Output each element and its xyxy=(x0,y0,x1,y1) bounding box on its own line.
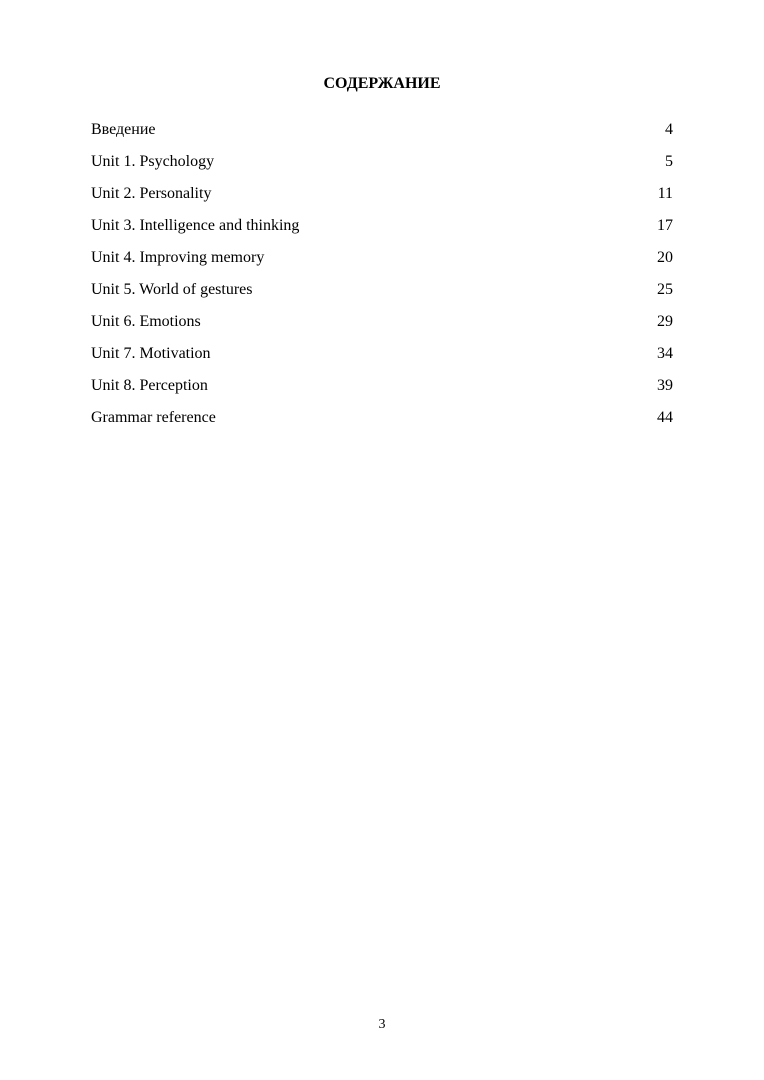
toc-entry xyxy=(91,215,673,247)
toc-entry-label: Введение xyxy=(91,121,156,138)
toc-entry-label: Unit 6. Emotions xyxy=(91,313,201,330)
toc-entry xyxy=(91,407,673,439)
toc-entry-label: Unit 8. Perception xyxy=(91,377,208,394)
toc-entry-page: 29 xyxy=(657,313,673,330)
toc-entry-label: Unit 7. Motivation xyxy=(91,345,211,362)
toc-entry-page: 39 xyxy=(657,377,673,394)
page-number: 3 xyxy=(378,1017,386,1032)
toc-entry xyxy=(91,247,673,279)
toc-entry-page: 4 xyxy=(665,121,673,138)
toc-entry-label: Unit 3. Intelligence and thinking xyxy=(91,217,300,234)
toc-entry xyxy=(91,375,673,407)
toc-entry xyxy=(91,183,673,215)
toc-entry xyxy=(91,119,673,151)
toc-entry-page: 44 xyxy=(657,409,673,426)
toc-entry-label: Unit 4. Improving memory xyxy=(91,249,265,266)
toc-entry-label: Grammar reference xyxy=(91,409,216,426)
table-of-contents xyxy=(91,119,673,439)
toc-entry xyxy=(91,311,673,343)
toc-entry-page: 17 xyxy=(657,217,673,234)
toc-entry-page: 34 xyxy=(657,345,673,362)
toc-entry xyxy=(91,151,673,183)
page-title: СОДЕРЖАНИЕ xyxy=(323,75,441,92)
toc-entry-page: 25 xyxy=(657,281,673,298)
toc-entry-page: 11 xyxy=(657,185,673,202)
toc-entry-label: Unit 2. Personality xyxy=(91,185,212,202)
toc-entry-page: 5 xyxy=(665,153,673,170)
toc-entry-page: 20 xyxy=(657,249,673,266)
toc-entry-label: Unit 5. World of gestures xyxy=(91,281,253,298)
toc-entry-label: Unit 1. Psychology xyxy=(91,153,215,170)
toc-entry xyxy=(91,343,673,375)
toc-entry xyxy=(91,279,673,311)
